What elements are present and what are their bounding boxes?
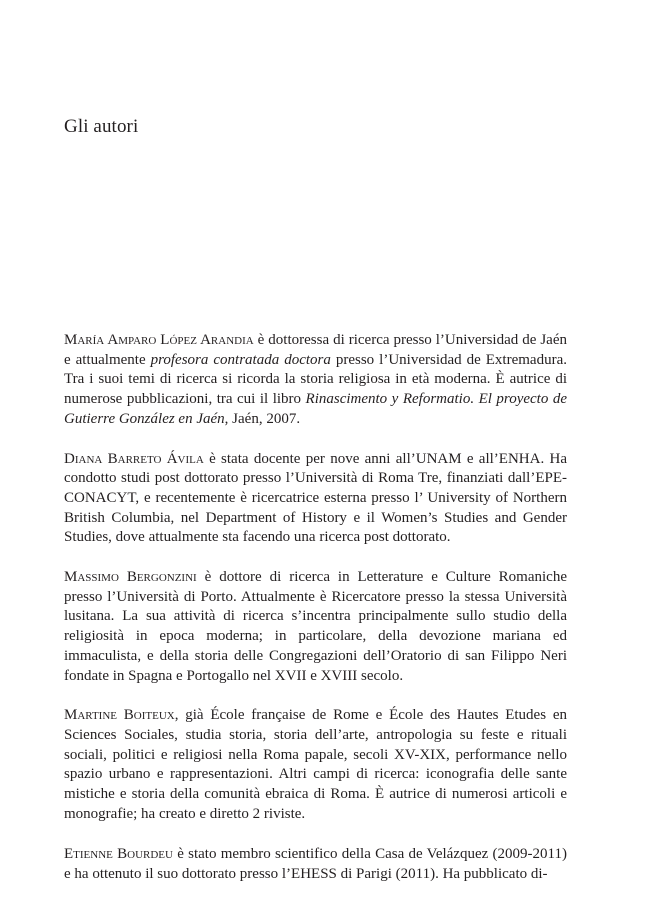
author-name: Diana Barreto Ávila — [64, 450, 204, 467]
author-bio-text: è dottoressa di ricerca presso l’Universidad de Jaén e attualmente — [64, 332, 567, 368]
author-bio-text: è stata docente per nove anni all’UNAM e all’ENHA. Ha condotto studi post dottorato presso l’Università di Roma Tre, finanziati dall’EPE-CONACYT, e recentemente è ricercatrice esterna presso l’ University of Northern British Columbia, nel Department of History e il Women’s Studies and Gender Studies, dove attualmente sta facendo una ricerca post dottorato. — [64, 450, 567, 546]
book-title: Rinascimento y Reformatio. El proyecto de Gutierre González en Jaén — [64, 391, 567, 427]
author-list — [64, 331, 567, 905]
author-bio-italic: profesora contratada doctora — [150, 351, 331, 368]
author-bio-text: , Jaén, 2007. — [224, 410, 301, 427]
author-name: Massimo Bergonzini — [64, 569, 197, 586]
author-bio-text: , già École française de Rome e École des Hautes Etudes en Sciences Sociales, studia storia, storia dell’arte, antropologia su feste e rituali sociali, politici e religiosi nella Roma papale, secoli XV-XIX, performance nello spazio urbano e rappresentazioni. Altri campi di ricerca: iconografia delle sante mistiche e storia della comunità ebraica di Roma. È autrice di numerosi articoli e monografie; ha creato e diretto 2 riviste. — [64, 707, 567, 822]
author-name: María Amparo López Arandia — [64, 332, 254, 348]
author-entry-bourdeu — [64, 845, 567, 884]
author-name: Martine Boiteux — [64, 707, 175, 724]
page-title: Gli autori — [64, 116, 139, 137]
author-entry-barreto-avila — [64, 450, 567, 549]
author-bio-text: è stato membro scientifico della Casa de Velázquez (2009-2011) e ha ottenuto il suo dottorato presso l’EHESS di Parigi (2011). Ha pubblicato di- — [64, 846, 567, 883]
author-entry-boiteux — [64, 706, 567, 824]
author-bio-text: è dottore di ricerca in Letterature e Culture Romaniche presso l’Università di Porto. Attualmente è Ricercatore presso la stessa Università lusitana. La sua attività di ricerca s’incentra principalmente sullo studio della religiosità in epoca moderna; in particolare, della devozione mariana ed immaculista, e della storia delle Congregazioni dell’Oratorio di san Filippo Neri fondate in Spagna e Portogallo nel XVII e XVIII secolo. — [64, 569, 567, 684]
author-bio-text: presso l’Universidad de Extremadura. Tra i suoi temi di ricerca si ricorda la storia religiosa in età moderna. È autrice di numerose pubblicazioni, tra cui il libro — [64, 351, 567, 408]
author-entry-bergonzini — [64, 568, 567, 686]
author-entry-lopez-arandia — [64, 331, 567, 430]
author-name: Etienne Bourdeu — [64, 846, 173, 863]
